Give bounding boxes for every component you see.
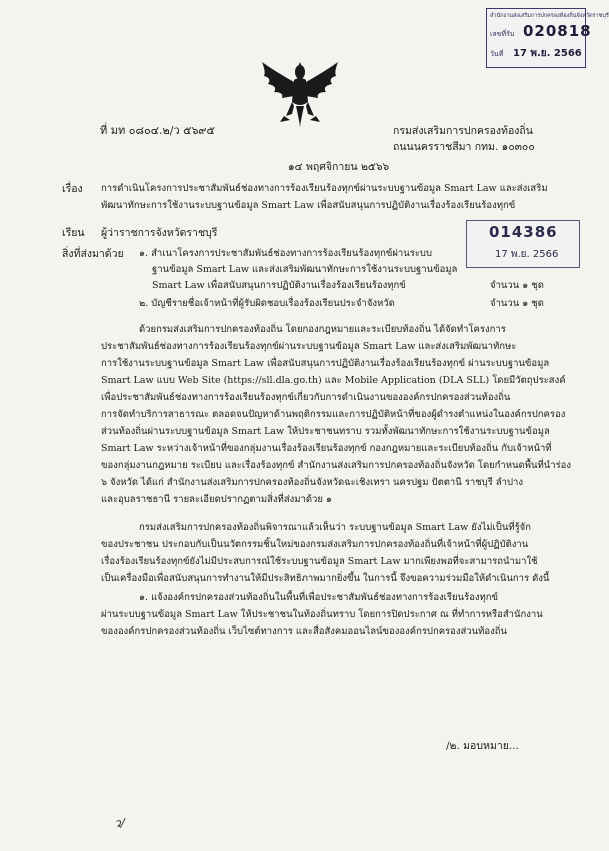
- document-date: ๑๔ พฤศจิกายน ๒๕๖๖: [288, 161, 390, 173]
- stamp-date-label: วันที่: [490, 50, 504, 58]
- stamp-date-value: 17 พ.ย. 2566: [513, 48, 582, 59]
- enclosure-2: ๒. บัญชีรายชื่อเจ้าหน้าที่ผู้รับผิดชอบเรื่องร้องเรียนประจำจังหวัด: [139, 298, 395, 309]
- initials-text: ว/: [114, 816, 125, 830]
- stamp-mid-date: 17 พ.ย. 2566: [495, 249, 559, 260]
- paragraph-line: การใช้งานระบบฐานข้อมูล Smart Law เพื่อสนับสนุนการปฏิบัติงานเรื่องร้องเรียนร้องทุกข์ ผ่านระบบฐานข้อมูล: [101, 358, 550, 369]
- stamp-agency: สำนักงานส่งเสริมการปกครองท้องถิ่นจังหวัดราชบุรี: [490, 13, 609, 19]
- receiving-stamp-mid: [466, 220, 580, 268]
- garuda-emblem-icon: [256, 58, 344, 130]
- stamp-mid-number: 014386: [489, 223, 558, 241]
- document-number: ที่ มท ๐๘๐๔.๒/ว ๕๖๙๕: [100, 124, 215, 137]
- paragraph-line: ประชาสัมพันธ์ช่องทางการร้องเรียนร้องทุกข์ผ่านระบบฐานข้อมูล Smart Law และส่งเสริมพัฒนาทักษะ: [101, 341, 517, 352]
- continuation-marker: /๒. มอบหมาย...: [446, 740, 519, 752]
- receiving-stamp-top: [486, 8, 609, 68]
- sender-address: ถนนนครราชสีมา กทม. ๑๐๓๐๐: [393, 141, 535, 153]
- subject-line-1: การดำเนินโครงการประชาสัมพันธ์ช่องทางการร้องเรียนร้องทุกข์ผ่านระบบฐานข้อมูล Smart Law และส่งเสริม: [101, 183, 548, 194]
- paragraph-line: ขององค์กรปกครองส่วนท้องถิ่น เว็บไซต์ทางการ และสื่อสังคมออนไลน์ขององค์กรปกครองส่วนท้องถิ่น: [101, 626, 507, 637]
- paragraph-line: ๑. แจ้งองค์กรปกครองส่วนท้องถิ่นในพื้นที่เพื่อประชาสัมพันธ์ช่องทางการร้องเรียนร้องทุกข์: [139, 592, 499, 603]
- enclosures-label: สิ่งที่ส่งมาด้วย: [62, 248, 124, 260]
- stamp-number-label: เลขที่รับ: [490, 30, 515, 38]
- paragraph-line: เพื่อประชาสัมพันธ์ช่องทางการร้องเรียนร้องทุกข์เกี่ยวกับการดำเนินงานขององค์กรปกครองส่วนท้องถิ่น: [101, 392, 511, 403]
- enclosure-1-line-3: Smart Law เพื่อสนับสนุนการปฏิบัติงานเรื่องร้องเรียนร้องทุกข์: [152, 280, 406, 291]
- enclosure-2-quantity: จำนวน ๑ ชุด: [490, 298, 544, 309]
- paragraph-line: ของกลุ่มงานกฎหมาย ระเบียบ และเรื่องร้องทุกข์ สำนักงานส่งเสริมการปกครองท้องถิ่นจังหวัด โดยกำหนดพื้นที่นำร่อง: [101, 460, 571, 471]
- handwritten-initials: [114, 814, 125, 833]
- paragraph-line: ด้วยกรมส่งเสริมการปกครองท้องถิ่น โดยกองกฎหมายและระเบียบท้องถิ่น ได้จัดทำโครงการ: [139, 324, 506, 335]
- paragraph-line: Smart Law ระหว่างเจ้าหน้าที่ของกลุ่มงานเรื่องร้องเรียนร้องทุกข์ กองกฎหมายและระเบียบท้องถิ่น กับเจ้าหน้าที่: [101, 443, 552, 454]
- subject-line-2: พัฒนาทักษะการใช้งานระบบฐานข้อมูล Smart Law เพื่อสนับสนุนการปฏิบัติงานเรื่องร้องเรียนร้องทุกข์: [101, 200, 516, 211]
- paragraph-line: ส่วนท้องถิ่นผ่านระบบฐานข้อมูล Smart Law ให้ประชาชนทราบ รวมทั้งพัฒนาทักษะการใช้งานระบบฐานข้อมูล: [101, 426, 550, 437]
- paragraph-line: ผ่านระบบฐานข้อมูล Smart Law ให้ประชาชนในท้องถิ่นทราบ โดยการปิดประกาศ ณ ที่ทำการหรือสำนักงาน: [101, 609, 543, 620]
- stamp-number-value: 020818: [523, 22, 592, 40]
- subject-label: เรื่อง: [62, 183, 83, 195]
- paragraph-line: Smart Law แบบ Web Site (https://sll.dla.go.th) และ Mobile Application (DLA SLL) โดยมีวัตถุประสงค์: [101, 375, 566, 386]
- paragraph-line: ๖ จังหวัด ได้แก่ สำนักงานส่งเสริมการปกครองท้องถิ่นจังหวัดฉะเชิงเทรา นครปฐม ปัตตานี ราชบุรี ลำปาง: [101, 477, 523, 488]
- sender-organization: กรมส่งเสริมการปกครองท้องถิ่น: [393, 125, 533, 137]
- enclosure-1-line-1: ๑. สำเนาโครงการประชาสัมพันธ์ช่องทางการร้องเรียนร้องทุกข์ผ่านระบบ: [139, 248, 432, 259]
- paragraph-line: เป็นเครื่องมือเพื่อสนับสนุนการทำงานให้มีประสิทธิภาพมากยิ่งขึ้น ในการนี้ จึงขอความร่วมมือให้ดำเนินการ ดังนี้: [101, 573, 550, 584]
- paragraph-line: และอุบลราชธานี รายละเอียดปรากฏตามสิ่งที่ส่งมาด้วย ๑: [101, 494, 332, 505]
- paragraph-line: กรมส่งเสริมการปกครองท้องถิ่นพิจารณาแล้วเห็นว่า ระบบฐานข้อมูล Smart Law ยังไม่เป็นที่รู้จัก: [139, 522, 531, 533]
- paragraph-line: การจัดทำบริการสาธารณะ ตลอดจนปัญหาด้านพฤติกรรมและการปฏิบัติหน้าที่ของผู้ดำรงตำแหน่งในองค์กรปกครอง: [101, 409, 566, 420]
- enclosure-1-line-2: ฐานข้อมูล Smart Law และส่งเสริมพัฒนาทักษะการใช้งานระบบฐานข้อมูล: [152, 264, 458, 275]
- paragraph-line: เรื่องร้องเรียนร้องทุกข์ยังไม่มีประสบการณ์ใช้ระบบฐานข้อมูล Smart Law มากเพียงพอที่จะสามารถนำมาใช้: [101, 556, 538, 567]
- paragraph-line: ของประชาชน ประกอบกับเป็นนวัตกรรมชิ้นใหม่ของกรมส่งเสริมการปกครองท้องถิ่นที่เจ้าหน้าที่ผู้ปฏิบัติงาน: [101, 539, 529, 550]
- recipient-value: ผู้ว่าราชการจังหวัดราชบุรี: [101, 227, 218, 239]
- recipient-label: เรียน: [62, 227, 85, 239]
- enclosure-1-quantity: จำนวน ๑ ชุด: [490, 280, 544, 291]
